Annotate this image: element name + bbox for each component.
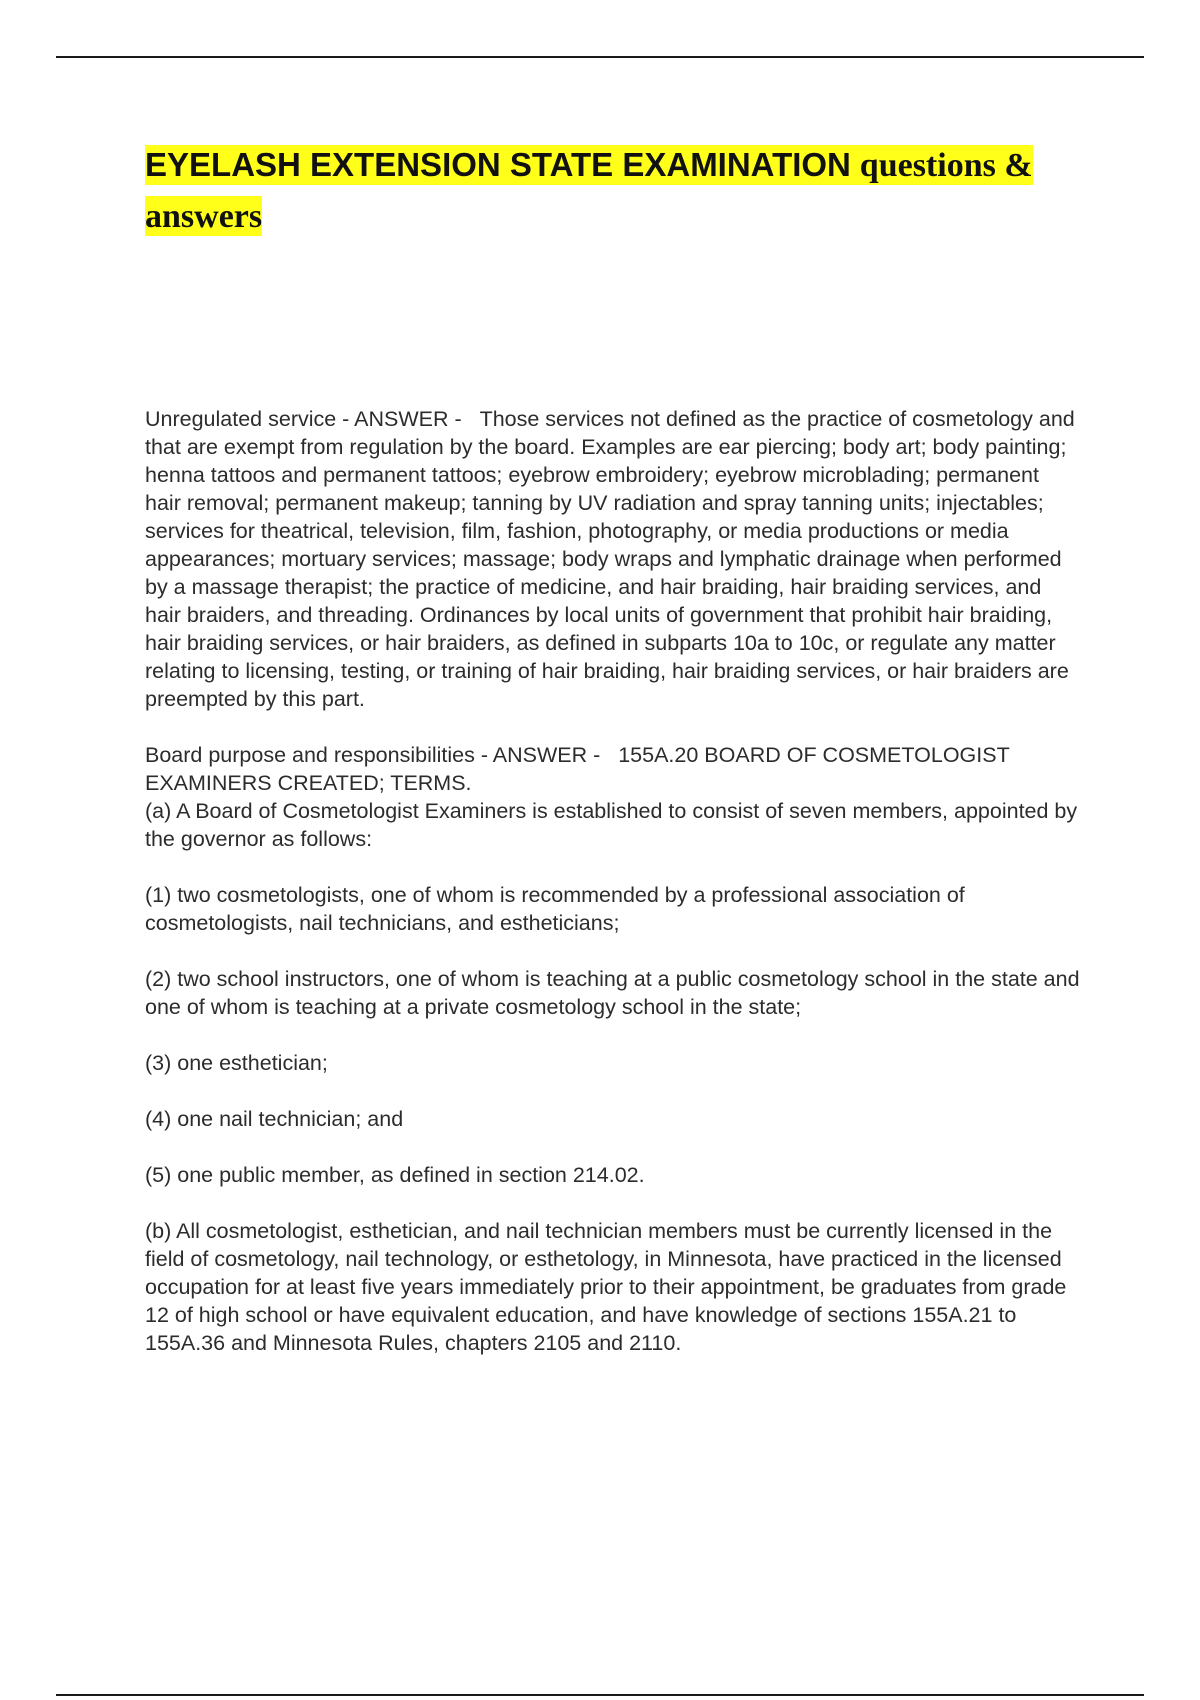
document-title	[145, 140, 1095, 242]
qa-entry-unregulated-service	[145, 405, 1080, 713]
footer-rule	[56, 1694, 1144, 1696]
answer-paragraph: (5) one public member, as defined in section 214.02.	[145, 1163, 645, 1187]
document-body	[145, 405, 1080, 1385]
question-term: Board purpose and responsibilities - ANSWER -	[145, 743, 601, 767]
answer-paragraph: (b) All cosmetologist, esthetician, and nail technician members must be currently licensed in the field of cosmetology, nail technology, or esthetology, in Minnesota, have practiced in the licensed occupation for at least five years immediately prior to their appointment, be graduates from grade 12 of high school or have equivalent education, and have knowledge of sections 155A.21 to 155A.36 and Minnesota Rules, chapters 2105 and 2110.	[145, 1219, 1067, 1355]
question-term: Unregulated service - ANSWER -	[145, 407, 462, 431]
answer-paragraph: (a) A Board of Cosmetologist Examiners is established to consist of seven members, appointed by the governor as follows:	[145, 799, 1078, 851]
answer-text: Those services not defined as the practice of cosmetology and that are exempt from regulation by the board. Examples are ear piercing; body art; body painting; henna tattoos and permanent tattoos; eyebrow embroidery; eyebrow microblading; permanent hair removal; permanent makeup; tanning by UV radiation and spray tanning units; injectables; services for theatrical, television, film, fashion, photography, or media productions or media appearances; mortuary services; massage; body wraps and lymphatic drainage when performed by a massage therapist; the practice of medicine, and hair braiding, hair braiding services, and hair braiders, and threading. Ordinances by local units of government that prohibit hair braiding, hair braiding services, or hair braiders, as defined in subparts 10a to 10c, or regulate any matter relating to licensing, testing, or training of hair braiding, hair braiding services, or hair braiders are preempted by this part.	[145, 407, 1075, 711]
title-subtitle: questions & answers	[145, 147, 1033, 235]
answer-paragraph: (2) two school instructors, one of whom is teaching at a public cosmetology school in the state and one of whom is teaching at a private cosmetology school in the state;	[145, 967, 1080, 1019]
answer-heading: 155A.20 BOARD OF COSMETOLOGIST EXAMINERS CREATED; TERMS.	[145, 743, 1010, 795]
title-main: EYELASH EXTENSION STATE EXAMINATION	[145, 146, 851, 183]
answer-paragraph: (3) one esthetician;	[145, 1051, 328, 1075]
header-rule	[56, 56, 1144, 58]
answer-paragraph: (4) one nail technician; and	[145, 1107, 404, 1131]
qa-entry-board-purpose	[145, 741, 1080, 797]
answer-paragraph: (1) two cosmetologists, one of whom is recommended by a professional association of cosmetologists, nail technicians, and estheticians;	[145, 883, 965, 935]
